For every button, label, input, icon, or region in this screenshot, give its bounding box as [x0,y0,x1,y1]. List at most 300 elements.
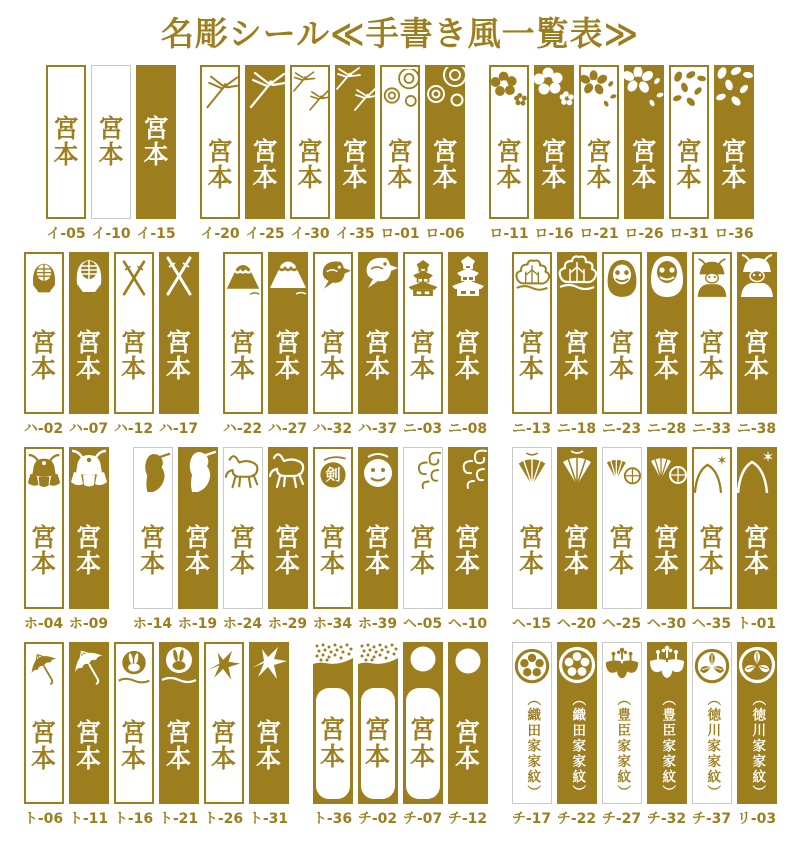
dragonfly-icon [245,67,285,111]
name-text: 宮本 [75,522,101,578]
design-unit [114,252,154,438]
design-unit [647,252,687,438]
design-unit [602,447,642,633]
sticker-text-area [693,689,731,803]
maple-mountain-icon [737,449,777,493]
sticker-イ-35 [335,65,375,219]
name-text: 宮本 [342,136,368,192]
sticker-text-area [425,111,465,219]
design-code-label: イ-15 [136,226,176,242]
sticker-ホ-34 [313,447,353,609]
sticker-text-area [737,688,777,804]
sticker-text-area [245,111,285,219]
horse-icon [224,450,262,494]
design-code-label: ハ-07 [68,421,109,437]
folding-fan-icon [557,449,597,493]
design-code-label: イ-05 [46,226,86,242]
design-unit [557,447,597,633]
horse-icon [268,449,308,493]
design-code-label: イ-30 [290,226,330,242]
design-code-label: ロ-01 [380,226,420,242]
name-text: 宮本 [319,522,345,578]
crest-caption: （豊臣家家紋） [659,691,676,801]
name-text: 宮本 [409,715,435,771]
kabuto-helmet-icon [69,449,109,493]
sticker-ヘ-35 [692,447,732,609]
sticker-text-area [694,495,730,607]
design-unit [714,65,754,243]
design-unit [737,252,777,438]
sticker-チ-17 [512,642,552,804]
design-code-label: ホ-29 [267,616,308,632]
design-code-label: イ-25 [245,226,285,242]
design-unit [358,447,398,633]
cloud-scroll-icon [404,450,442,494]
sticker-チ-27 [602,642,642,804]
design-code-label: ト-21 [158,811,199,827]
sticker-イ-25 [245,65,285,219]
sticker-text-area [361,688,395,799]
sticker-text-area [603,494,641,608]
crest-caption: （織田家家紋） [524,691,541,801]
design-code-label: ハ-32 [312,421,353,437]
name-text: 宮本 [608,522,634,578]
sticker-ヘ-30 [647,447,687,609]
design-unit [489,65,529,243]
design-unit [448,447,488,633]
shibori-pattern-light-icon [358,642,398,686]
sticker-ヘ-10 [448,447,488,609]
sticker-チ-12 [448,642,488,804]
design-unit [313,252,353,438]
origami-crane-icon [249,644,289,688]
crest-caption: （織田家家紋） [569,691,586,801]
umbrella-icon [69,644,109,688]
name-text: 宮本 [653,522,679,578]
design-group [24,252,199,438]
design-unit [358,252,398,438]
design-unit [114,642,154,828]
sticker-ホ-24 [223,447,263,609]
sticker-ヘ-25 [602,447,642,609]
design-unit [557,642,597,828]
design-unit [669,65,709,243]
daruma-icon [647,254,687,298]
name-text: 宮本 [165,327,191,383]
sakura-petals-icon [714,67,754,111]
dragonfly-icon [202,69,238,113]
sticker-ロ-31 [669,65,709,219]
design-code-label: ニ-33 [691,421,732,437]
design-code-label: ハ-37 [357,421,398,437]
design-code-label: ニ-23 [601,421,642,437]
sticker-ロ-01 [380,65,420,219]
oda-crest-icon [557,644,597,688]
design-code-label: リ-03 [736,811,777,827]
design-code-label: ロ-26 [624,226,664,242]
design-unit [358,642,398,828]
sticker-ニ-23 [602,252,642,414]
design-group [46,65,176,243]
samurai-silhouette-icon [134,450,172,494]
sticker-text-area [647,688,687,804]
pine-tree-icon [514,256,550,300]
maple-mountain-icon [694,451,730,495]
sticker-イ-05 [46,65,86,219]
sticker-ホ-29 [268,447,308,609]
name-text: 宮本 [252,136,278,192]
design-code-label: ホ-14 [132,616,173,632]
sticker-text-area [136,65,176,219]
design-code-label: チ-17 [511,811,552,827]
design-code-label: ヘ-05 [402,616,443,632]
design-unit [512,252,552,438]
sticker-ロ-06 [425,65,465,219]
name-text: 宮本 [53,113,79,169]
design-unit [159,252,199,438]
name-text: 宮本 [743,522,769,578]
sticker-text-area [581,113,617,217]
plum-blossom-icon [491,69,527,113]
design-unit [512,642,552,828]
sticker-text-area [249,688,289,804]
sticker-text-area [448,298,488,414]
folding-fan-pair-icon [647,449,687,493]
umbrella-icon [26,646,62,690]
toyotomi-crest-icon [647,644,687,688]
design-code-label: ト-06 [23,811,64,827]
design-unit [290,65,330,243]
design-code-label: チ-07 [402,811,443,827]
design-code-label: ト-31 [248,811,289,827]
design-code-label: ロ-36 [714,226,754,242]
name-text: 宮本 [184,522,210,578]
name-text: 宮本 [454,717,480,773]
name-text: 宮本 [139,522,165,578]
pine-tree-icon [557,254,597,298]
name-text: 宮本 [653,327,679,383]
design-unit [692,252,732,438]
design-group [133,447,488,633]
sticker-text-area [224,494,262,608]
sticker-text-area [92,66,130,218]
name-text: 宮本 [518,327,544,383]
name-text: 宮本 [143,113,169,169]
name-text: 宮本 [207,136,233,192]
design-code-label: ロ-06 [425,226,465,242]
name-text: 宮本 [364,715,390,771]
design-unit [448,252,488,438]
sticker-ハ-07 [69,252,109,414]
sticker-text-area [382,113,418,217]
sticker-ハ-27 [268,252,308,414]
name-text: 宮本 [319,715,345,771]
sticker-text-area [557,493,597,609]
sticker-ホ-14 [133,447,173,609]
design-unit [602,252,642,438]
samurai-doll-icon [737,254,777,298]
design-unit [403,642,443,828]
name-text: 宮本 [364,327,390,383]
name-text: 宮本 [698,327,724,383]
name-text: 宮本 [120,327,146,383]
design-code-label: ヘ-25 [601,616,642,632]
sticker-text-area [647,298,687,414]
moon-rabbit-icon [159,644,199,688]
design-unit [335,65,375,243]
sticker-text-area [292,113,328,217]
design-unit [245,65,285,243]
sticker-チ-22 [557,642,597,804]
swirl-circles-icon [425,67,465,111]
name-text: 宮本 [274,327,300,383]
sticker-ハ-17 [159,252,199,414]
sticker-text-area [647,493,687,609]
sticker-ロ-21 [579,65,619,219]
sword-kanji-medallion-icon [315,451,351,495]
design-code-label: チ-22 [556,811,597,827]
sticker-text-area [206,690,242,802]
sticker-text-area [404,494,442,608]
sticker-text-area [268,298,308,414]
sticker-ホ-19 [178,447,218,609]
design-code-label: ト-11 [68,811,109,827]
design-code-label: ロ-16 [534,226,574,242]
plover-bird-icon [315,256,351,300]
design-code-label: ヘ-20 [556,616,597,632]
crossed-shinai-icon [159,254,199,298]
sticker-text-area [178,493,218,609]
sticker-ニ-13 [512,252,552,414]
design-unit [557,252,597,438]
name-text: 宮本 [586,136,612,192]
design-unit [403,252,443,438]
sticker-text-area [134,494,172,608]
design-code-label: ホ-19 [177,616,218,632]
sticker-text-area [513,689,551,803]
sticker-text-area [69,493,109,609]
design-unit [249,642,289,828]
design-code-label: ヘ-15 [511,616,552,632]
sticker-text-area [737,298,777,414]
sticker-text-area [26,495,62,607]
design-unit [133,447,173,633]
swirl-circles-icon [382,69,418,113]
design-unit [159,642,199,828]
sticker-text-area [557,298,597,414]
design-unit [46,65,86,243]
kendo-mask-icon [69,254,109,298]
sticker-text-area [604,300,640,412]
name-text: 宮本 [75,327,101,383]
design-code-label: ホ-39 [357,616,398,632]
sticker-ト-06 [24,642,64,804]
design-unit [692,447,732,633]
sticker-text-area [714,111,754,219]
name-text: 宮本 [698,522,724,578]
name-text: 宮本 [409,327,435,383]
castle-icon [448,254,488,298]
design-group [512,642,777,828]
sticker-ニ-08 [448,252,488,414]
design-unit [602,642,642,828]
name-text: 宮本 [409,522,435,578]
design-code-label: ホ-24 [222,616,263,632]
design-row [10,642,790,828]
sticker-text-area [694,300,730,412]
design-code-label: チ-12 [447,811,488,827]
design-unit [178,447,218,633]
sticker-text-area [491,113,527,217]
samurai-silhouette-icon [178,449,218,493]
sticker-ハ-12 [114,252,154,414]
name-text: 宮本 [563,327,589,383]
sticker-イ-15 [136,65,176,219]
design-unit [313,642,353,828]
sticker-ヘ-05 [403,447,443,609]
design-unit [69,252,109,438]
sticker-text-area [335,111,375,219]
design-group [512,447,777,633]
sticker-チ-07 [403,642,443,804]
design-unit [579,65,619,243]
design-row [10,252,790,438]
design-code-label: ヘ-10 [447,616,488,632]
sticker-text-area [268,493,308,609]
design-unit [624,65,664,243]
design-code-label: チ-32 [646,811,687,827]
design-code-label: ホ-09 [68,616,109,632]
sticker-text-area [202,113,238,217]
full-moon-icon [448,644,488,688]
cherry-blossom-icon [624,67,664,111]
sticker-text-area [316,688,350,799]
design-code-label: ハ-27 [267,421,308,437]
oda-crest-icon [513,645,551,689]
design-unit [403,447,443,633]
design-unit [204,642,244,828]
name-text: 宮本 [563,522,589,578]
page-title: 名彫シール≪手書き風一覧表≫ [160,14,640,53]
design-code-label: チ-37 [691,811,732,827]
sticker-text-area [514,300,550,412]
daruma-icon [604,256,640,300]
sticker-text-area [48,67,84,217]
design-unit [24,252,64,438]
sticker-text-area [26,300,62,412]
sticker-text-area [603,689,641,803]
sticker-ト-16 [114,642,154,804]
plum-blossom-icon [534,67,574,111]
name-text: 宮本 [743,327,769,383]
name-text: 宮本 [541,136,567,192]
folding-fan-icon [513,450,551,494]
design-unit [268,252,308,438]
design-group [223,252,488,438]
sticker-ニ-38 [737,252,777,414]
mount-fuji-icon [268,254,308,298]
design-code-label: ハ-02 [23,421,64,437]
design-code-label: ヘ-30 [646,616,687,632]
name-text: 宮本 [364,522,390,578]
design-code-label: ロ-11 [489,226,529,242]
name-text: 宮本 [319,327,345,383]
sticker-text-area [513,494,551,608]
design-code-label: ハ-22 [222,421,263,437]
sticker-ホ-04 [24,447,64,609]
design-row [10,65,790,243]
sticker-イ-10 [91,65,131,219]
name-text: 宮本 [75,717,101,773]
sticker-ロ-16 [534,65,574,219]
design-unit [223,252,263,438]
name-text: 宮本 [229,522,255,578]
design-group [489,65,754,243]
name-text: 宮本 [210,717,236,773]
design-code-label: ロ-31 [669,226,709,242]
sticker-リ-03 [737,642,777,804]
sticker-text-area [116,690,152,802]
sticker-ヘ-20 [557,447,597,609]
sticker-text-area [315,495,351,607]
toyotomi-crest-icon [603,645,641,689]
sticker-ト-21 [159,642,199,804]
design-code-label: ロ-21 [579,226,619,242]
design-code-label: ト-36 [312,811,353,827]
design-unit [268,447,308,633]
sticker-text-area [159,688,199,804]
sticker-ニ-33 [692,252,732,414]
design-unit [647,642,687,828]
design-code-label: ニ-38 [736,421,777,437]
design-code-label: イ-35 [335,226,375,242]
sticker-text-area [671,113,707,217]
sticker-ロ-26 [624,65,664,219]
shibori-pattern-icon [313,642,353,686]
crossed-shinai-icon [116,256,152,300]
design-code-label: ニ-13 [511,421,552,437]
name-text: 宮本 [454,327,480,383]
dragonfly-pair-icon [335,67,375,111]
warrior-face-medallion-icon [358,449,398,493]
name-text: 宮本 [432,136,458,192]
design-group [313,642,488,828]
sticker-text-area [116,300,152,412]
name-text: 宮本 [165,717,191,773]
design-unit [24,642,64,828]
design-code-label: ニ-08 [447,421,488,437]
sticker-text-area [69,298,109,414]
sticker-ハ-32 [313,252,353,414]
cloud-scroll-icon [448,449,488,493]
design-group [24,642,289,828]
design-unit [737,447,777,633]
design-unit [692,642,732,828]
sticker-text-area [448,493,488,609]
samurai-doll-icon [694,256,730,300]
sakura-petals-icon [671,69,707,113]
name-text: 宮本 [721,136,747,192]
design-code-label: ト-26 [203,811,244,827]
name-text: 宮本 [454,522,480,578]
sticker-text-area [624,111,664,219]
sticker-イ-20 [200,65,240,219]
sticker-ニ-03 [403,252,443,414]
design-unit [512,447,552,633]
sticker-ハ-02 [24,252,64,414]
design-code-label: ハ-17 [158,421,199,437]
design-unit [223,447,263,633]
